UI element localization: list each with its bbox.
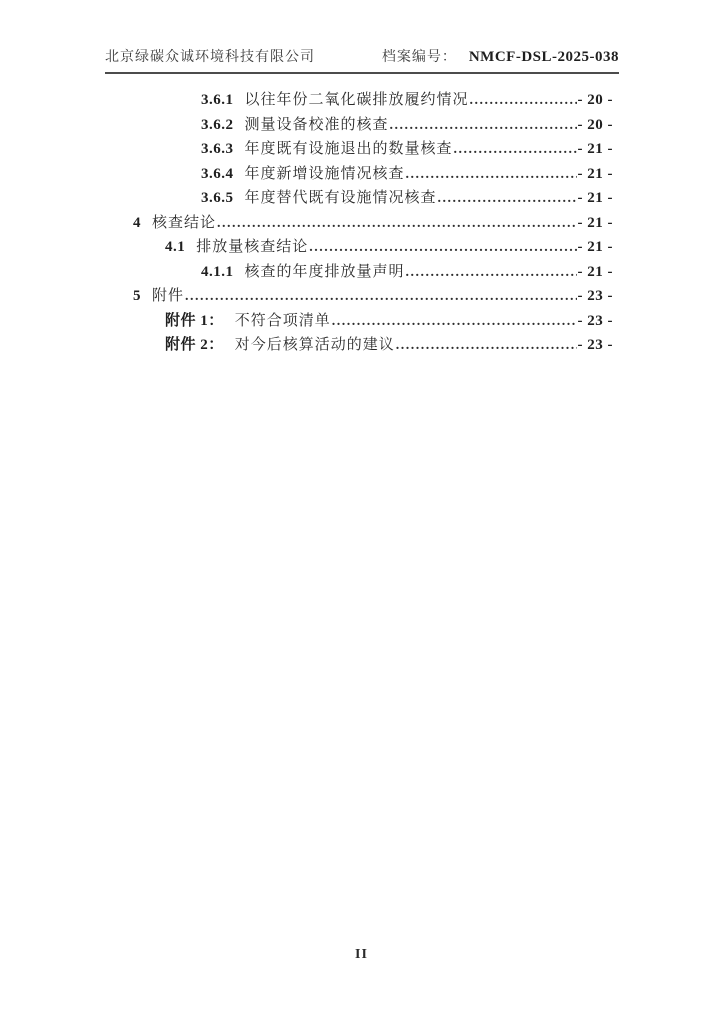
toc-dot-leader	[438, 186, 577, 212]
toc-entry-page-number: - 21 -	[577, 190, 613, 206]
toc-entry[interactable]	[0, 284, 723, 309]
toc-entry-page-number: - 20 -	[577, 92, 613, 108]
toc-entry-number: 3.6.5	[201, 190, 234, 206]
toc-dot-leader	[185, 284, 576, 310]
toc-entry-page-number: - 23 -	[577, 337, 613, 353]
toc-entry-title: 附件	[152, 288, 185, 304]
toc-entry-number: 附件 1：	[165, 312, 224, 329]
toc-entry-title: 测量设备校准的核查	[244, 116, 389, 133]
toc-dot-leader	[470, 88, 577, 114]
table-of-contents	[0, 88, 723, 358]
toc-entry-number: 3.6.3	[201, 141, 234, 157]
toc-entry[interactable]	[0, 113, 723, 138]
toc-entry-number: 3.6.4	[201, 165, 234, 182]
toc-entry[interactable]	[0, 88, 723, 113]
toc-entry[interactable]	[0, 235, 723, 260]
toc-entry-number: 3.6.1	[201, 92, 234, 108]
toc-entry-page-number: - 21 -	[577, 239, 613, 255]
archive-number-group	[382, 46, 619, 66]
toc-entry[interactable]	[0, 333, 723, 358]
page-header	[105, 46, 619, 74]
toc-entry-title: 对今后核算活动的建议	[234, 337, 395, 353]
toc-entry-page-number: - 21 -	[577, 141, 613, 157]
page-number: II	[355, 947, 368, 962]
toc-entry-title: 核查的年度排放量声明	[244, 263, 405, 280]
toc-entry-number: 4	[133, 214, 141, 231]
toc-entry[interactable]	[0, 137, 723, 162]
company-name: 北京绿碳众诚环境科技有限公司	[105, 50, 315, 65]
archive-number-label: 档案编号：	[381, 50, 457, 65]
toc-dot-leader	[396, 333, 577, 359]
archive-number-value: NMCF-DSL-2025-038	[468, 49, 619, 65]
toc-entry-number: 附件 2：	[165, 337, 224, 353]
toc-entry[interactable]	[0, 186, 723, 211]
toc-entry-number: 3.6.2	[201, 116, 234, 133]
toc-entry-title: 排放量核查结论	[196, 239, 309, 255]
toc-dot-leader	[332, 309, 577, 335]
toc-entry[interactable]	[0, 260, 723, 285]
toc-entry-page-number: - 23 -	[577, 288, 613, 304]
toc-entry[interactable]	[0, 309, 723, 334]
toc-entry-title: 不符合项清单	[234, 312, 331, 329]
page-footer	[0, 945, 723, 963]
toc-entry-page-number: - 21 -	[577, 214, 613, 231]
toc-entry-page-number: - 21 -	[577, 165, 613, 182]
toc-dot-leader	[309, 235, 576, 261]
toc-entry-page-number: - 21 -	[577, 263, 613, 280]
toc-entry-page-number: - 23 -	[577, 312, 613, 329]
toc-entry-title: 年度替代既有设施情况核查	[244, 190, 437, 206]
toc-entry-title: 年度既有设施退出的数量核查	[244, 141, 453, 157]
toc-entry-number: 4.1	[165, 239, 186, 255]
toc-entry-page-number: - 20 -	[577, 116, 613, 133]
toc-entry[interactable]	[0, 162, 723, 187]
toc-entry-number: 5	[133, 288, 141, 304]
toc-dot-leader	[406, 162, 577, 188]
toc-entry-title: 年度新增设施情况核查	[244, 165, 405, 182]
toc-entry[interactable]	[0, 211, 723, 236]
toc-entry-title: 以往年份二氧化碳排放履约情况	[244, 92, 469, 108]
toc-dot-leader	[406, 260, 577, 286]
toc-dot-leader	[390, 113, 577, 139]
toc-dot-leader	[454, 137, 577, 163]
toc-entry-number: 4.1.1	[201, 263, 234, 280]
toc-dot-leader	[217, 211, 576, 237]
toc-entry-title: 核查结论	[152, 214, 217, 231]
